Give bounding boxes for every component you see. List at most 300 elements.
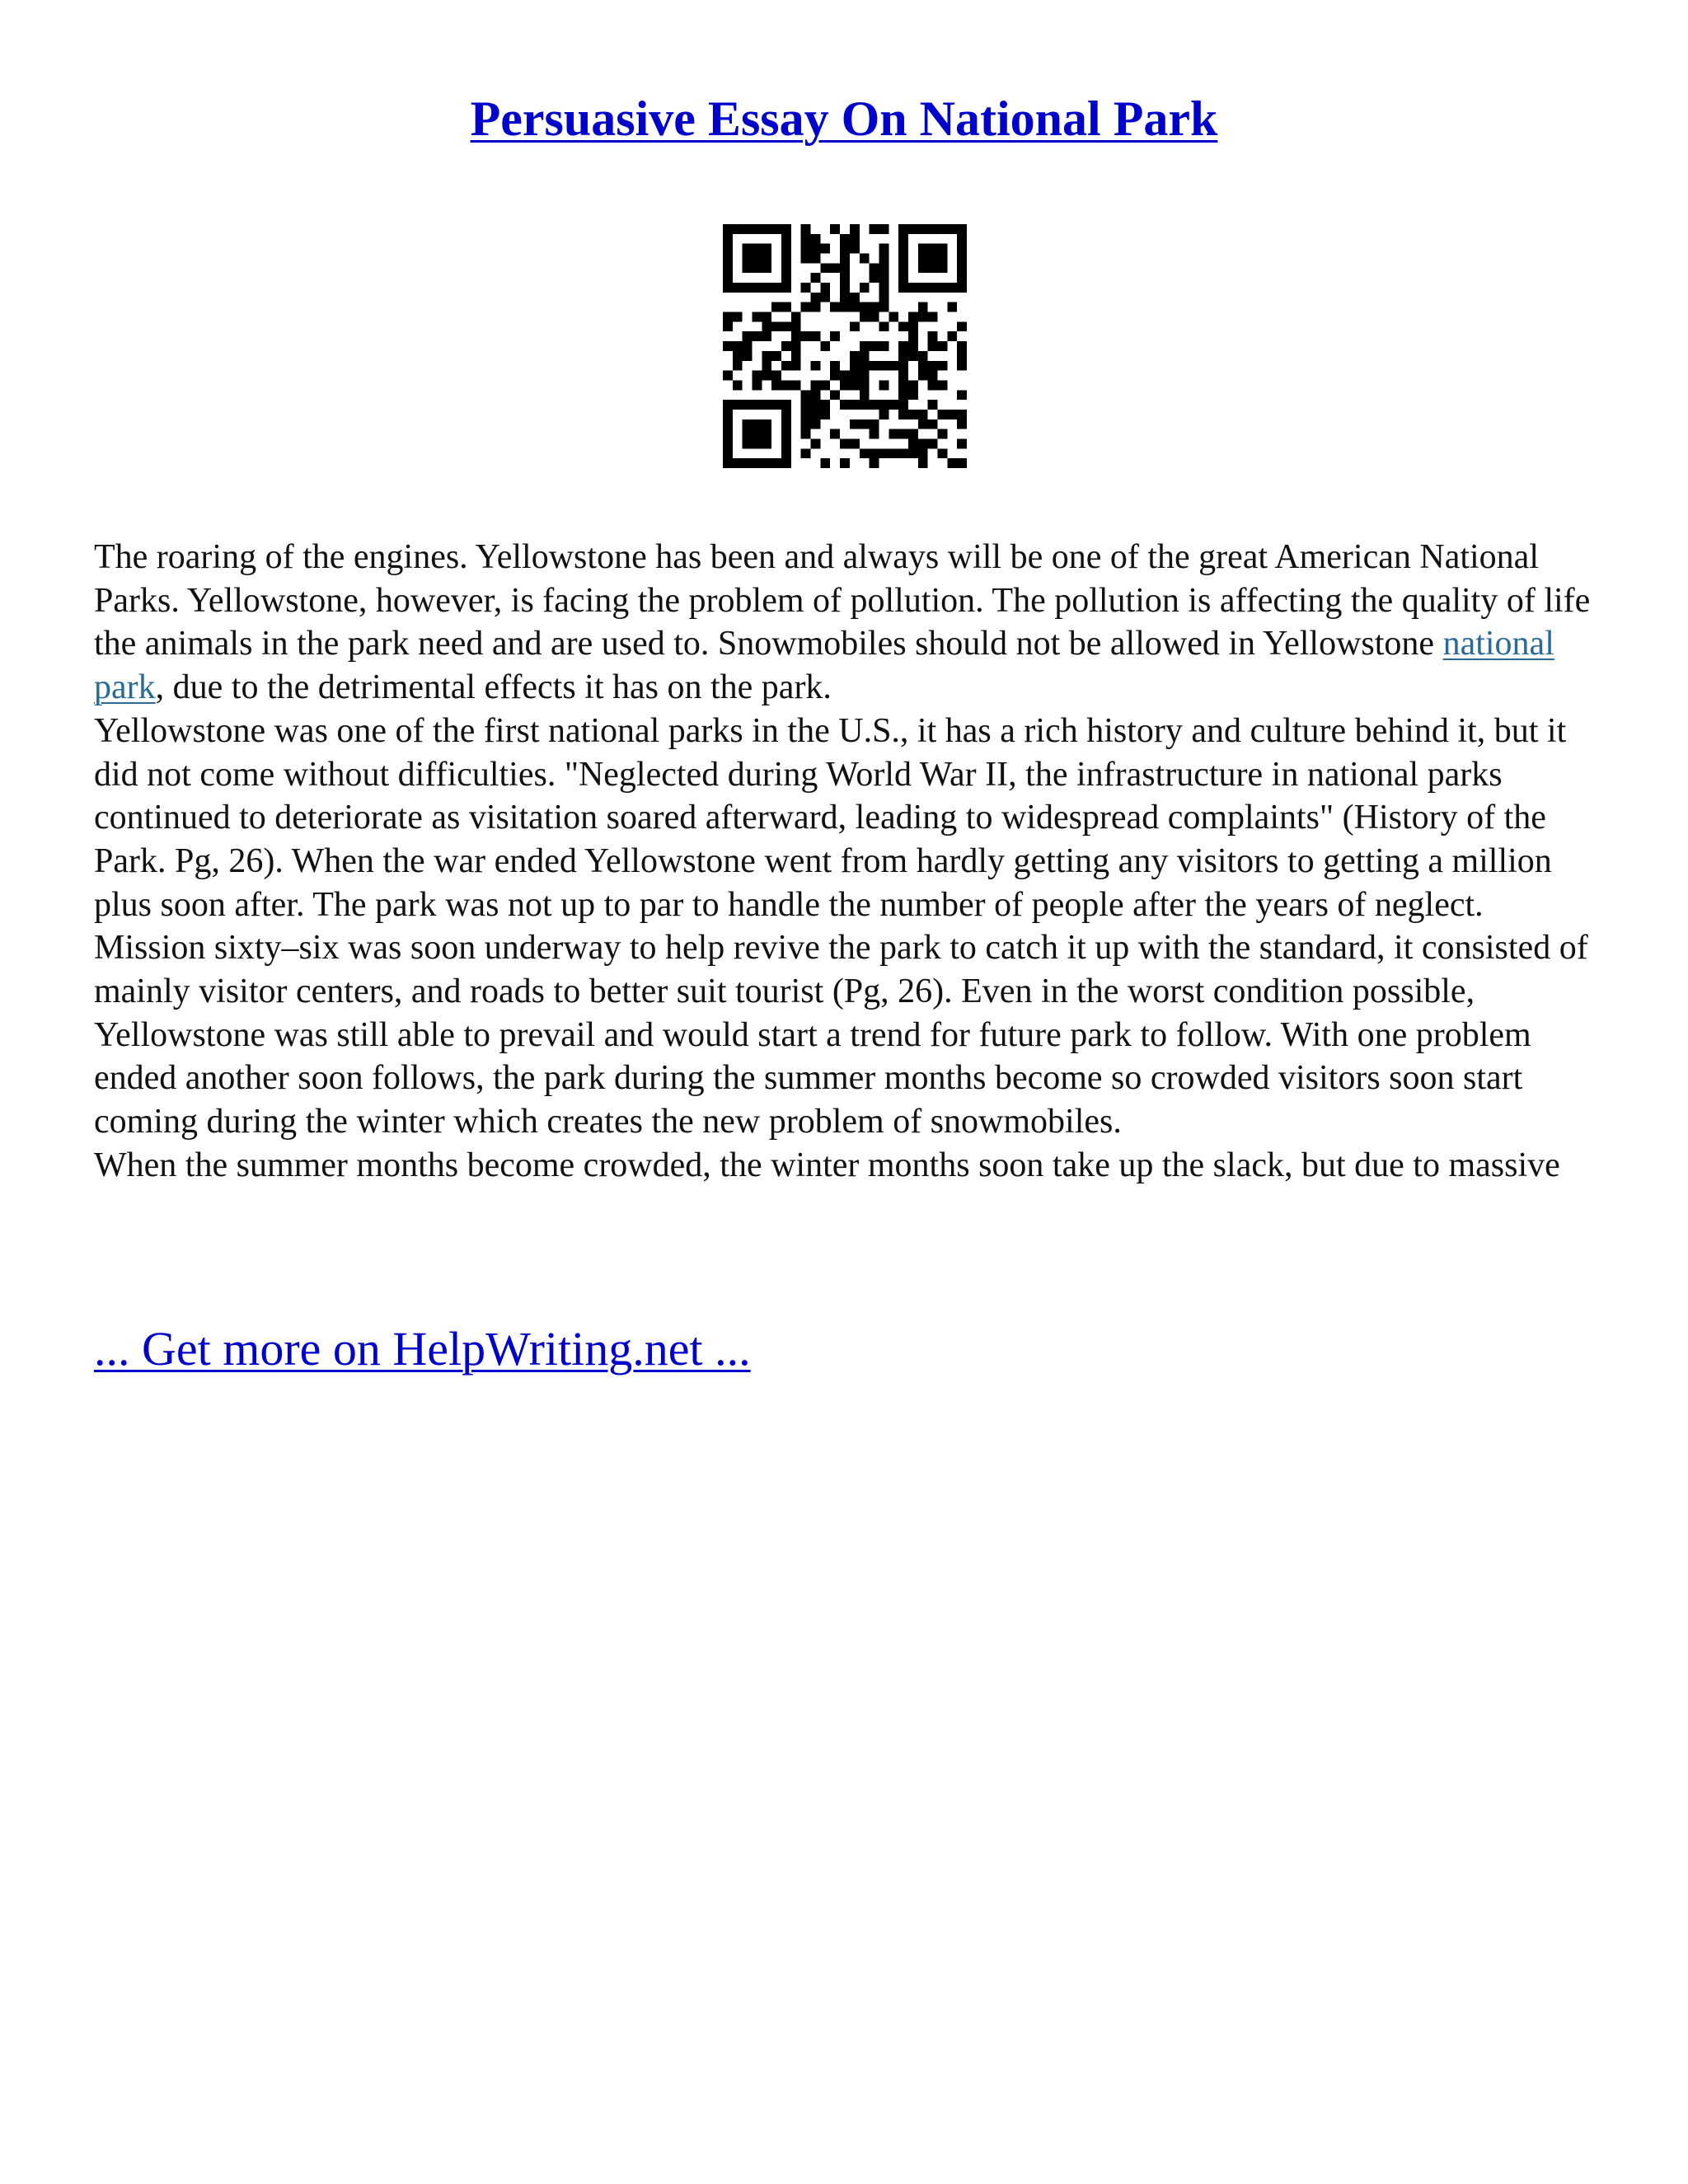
- qr-module: [898, 254, 908, 264]
- qr-module: [801, 448, 811, 458]
- qr-module: [811, 244, 821, 254]
- qr-module: [811, 419, 821, 429]
- qr-module: [723, 419, 733, 429]
- qr-module: [889, 361, 898, 371]
- qr-module: [840, 438, 850, 448]
- qr-module: [781, 410, 791, 419]
- qr-module: [762, 254, 771, 264]
- qr-module: [908, 390, 918, 400]
- qr-module: [898, 341, 908, 351]
- qr-module: [801, 331, 811, 341]
- qr-module: [830, 302, 840, 312]
- qr-module: [908, 341, 918, 351]
- qr-module: [870, 448, 879, 458]
- qr-module: [928, 331, 938, 341]
- qr-module: [723, 410, 733, 419]
- qr-module: [918, 371, 928, 381]
- qr-module: [801, 254, 811, 264]
- qr-module: [937, 448, 947, 458]
- qr-module: [753, 244, 762, 254]
- national-park-link[interactable]: national park: [94, 625, 1554, 707]
- qr-module: [947, 410, 957, 419]
- qr-module: [743, 254, 753, 264]
- qr-module: [811, 390, 821, 400]
- qr-module: [762, 283, 771, 293]
- qr-module: [781, 254, 791, 264]
- qr-module: [771, 224, 781, 234]
- qr-module: [743, 419, 753, 429]
- qr-module: [928, 380, 938, 390]
- qr-module: [762, 224, 771, 234]
- qr-module: [937, 380, 947, 390]
- qr-code-icon[interactable]: [723, 224, 967, 468]
- paragraph: When the summer months become crowded, the winter months soon take up the slack, but due to massive: [94, 1146, 1560, 1184]
- qr-module: [753, 254, 762, 264]
- qr-module: [908, 224, 918, 234]
- qr-module: [879, 302, 889, 312]
- qr-module: [918, 448, 928, 458]
- qr-module: [771, 458, 781, 468]
- qr-module: [908, 331, 918, 341]
- qr-module: [879, 254, 889, 264]
- get-more-link[interactable]: ... Get more on HelpWriting.net ...: [94, 1322, 751, 1376]
- qr-module: [898, 448, 908, 458]
- qr-module: [879, 244, 889, 254]
- qr-module: [762, 263, 771, 273]
- qr-module: [898, 273, 908, 283]
- qr-module: [762, 371, 771, 381]
- qr-module: [879, 263, 889, 273]
- qr-module: [743, 224, 753, 234]
- qr-module: [957, 224, 967, 234]
- qr-module: [791, 361, 801, 371]
- qr-module: [918, 419, 928, 429]
- qr-module: [781, 244, 791, 254]
- qr-module: [908, 283, 918, 293]
- qr-module: [753, 438, 762, 448]
- qr-module: [762, 458, 771, 468]
- qr-module: [840, 283, 850, 293]
- qr-module: [781, 283, 791, 293]
- qr-module: [860, 361, 870, 371]
- qr-module: [771, 380, 781, 390]
- qr-module: [781, 341, 791, 351]
- qr-module: [928, 341, 938, 351]
- qr-code-graphic: [723, 224, 967, 468]
- qr-module: [957, 361, 967, 371]
- qr-module: [928, 263, 938, 273]
- qr-module: [781, 263, 791, 273]
- qr-module: [811, 293, 821, 302]
- qr-module: [771, 400, 781, 410]
- qr-module: [753, 458, 762, 468]
- qr-module: [811, 234, 821, 244]
- qr-module: [723, 429, 733, 439]
- qr-module: [937, 410, 947, 419]
- qr-module: [850, 244, 860, 254]
- qr-module: [898, 263, 908, 273]
- qr-module: [753, 400, 762, 410]
- qr-module: [762, 438, 771, 448]
- qr-module: [820, 283, 830, 293]
- qr-module: [820, 263, 830, 273]
- qr-module: [781, 380, 791, 390]
- paragraph: Yellowstone was one of the first national parks in the U.S., it has a rich history and culture behind it, but it did not come without difficulties. "Neglected during World War II, the infrastructure in national parks continued to deteriorate as visitation soared afterward, leading to widespread complaints" (History of the Park. Pg, 26). When the war ended Yellowstone went from hardly getting any visitors to getting a million plus soon after. The park was not up to par to handle the number of people after the years of neglect. Mission sixty–six was soon underway to help revive the park to catch it up with the standard, it consisted of mainly visitor centers, and roads to better suit tourist (Pg, 26). Even in the worst condition possible, Yellowstone was still able to prevail and would start a trend for future park to follow. With one problem ended another soon follows, the park during the summer months become so crowded visitors soon start coming during the winter which creates the new problem of snowmobiles.: [94, 711, 1588, 1141]
- get-more-section: [94, 1320, 751, 1378]
- qr-module: [830, 390, 840, 400]
- qr-module: [860, 400, 870, 410]
- qr-module: [918, 351, 928, 361]
- qr-module: [840, 293, 850, 302]
- qr-module: [957, 234, 967, 244]
- qr-module: [879, 448, 889, 458]
- qr-module: [908, 448, 918, 458]
- qr-module: [781, 429, 791, 439]
- qr-module: [781, 321, 791, 331]
- qr-module: [870, 312, 879, 322]
- qr-module: [791, 331, 801, 341]
- qr-module: [898, 224, 908, 234]
- qr-module: [879, 273, 889, 283]
- qr-module: [762, 351, 771, 361]
- qr-module: [850, 224, 860, 234]
- qr-module: [811, 273, 821, 283]
- qr-module: [801, 390, 811, 400]
- qr-module: [870, 224, 879, 234]
- qr-module: [762, 361, 771, 371]
- qr-module: [850, 419, 860, 429]
- qr-module: [781, 438, 791, 448]
- qr-module: [879, 321, 889, 331]
- qr-module: [840, 273, 850, 283]
- qr-module: [771, 302, 781, 312]
- qr-module: [908, 321, 918, 331]
- qr-module: [957, 410, 967, 419]
- qr-module: [791, 380, 801, 390]
- qr-module: [898, 283, 908, 293]
- qr-module: [850, 234, 860, 244]
- qr-module: [879, 293, 889, 302]
- qr-module: [840, 254, 850, 264]
- qr-module: [743, 331, 753, 341]
- qr-module: [879, 380, 889, 390]
- qr-module: [840, 380, 850, 390]
- qr-module: [937, 263, 947, 273]
- qr-module: [762, 400, 771, 410]
- qr-module: [723, 400, 733, 410]
- qr-module: [870, 273, 879, 283]
- qr-module: [879, 341, 889, 351]
- qr-module: [870, 429, 879, 439]
- qr-module: [908, 312, 918, 322]
- qr-module: [820, 458, 830, 468]
- qr-module: [781, 400, 791, 410]
- qr-module: [957, 244, 967, 254]
- qr-module: [879, 410, 889, 419]
- qr-module: [811, 380, 821, 390]
- qr-module: [840, 302, 850, 312]
- qr-module: [957, 321, 967, 331]
- qr-module: [879, 361, 889, 371]
- qr-module: [811, 438, 821, 448]
- qr-module: [908, 380, 918, 390]
- qr-module: [898, 380, 908, 390]
- qr-module: [898, 234, 908, 244]
- qr-module: [879, 224, 889, 234]
- qr-module: [723, 273, 733, 283]
- qr-module: [820, 410, 830, 419]
- qr-module: [937, 254, 947, 264]
- qr-module: [870, 341, 879, 351]
- qr-module: [918, 458, 928, 468]
- qr-module: [781, 234, 791, 244]
- qr-module: [733, 312, 743, 322]
- qr-module: [947, 283, 957, 293]
- qr-module: [771, 351, 781, 361]
- qr-module: [723, 438, 733, 448]
- qr-module: [830, 429, 840, 439]
- qr-module: [918, 312, 928, 322]
- qr-module: [762, 312, 771, 322]
- qr-module: [723, 312, 733, 322]
- qr-module: [723, 458, 733, 468]
- qr-module: [860, 371, 870, 381]
- qr-module: [898, 400, 908, 410]
- page-title: [0, 89, 1688, 148]
- qr-module: [850, 380, 860, 390]
- qr-module: [762, 331, 771, 341]
- qr-module: [908, 438, 918, 448]
- qr-module: [928, 438, 938, 448]
- qr-module: [918, 224, 928, 234]
- qr-module: [723, 263, 733, 273]
- qr-module: [781, 302, 791, 312]
- qr-module: [801, 400, 811, 410]
- qr-module: [753, 331, 762, 341]
- qr-module: [957, 351, 967, 361]
- qr-module: [870, 302, 879, 312]
- qr-module: [801, 283, 811, 293]
- qr-module: [860, 283, 870, 293]
- qr-module: [918, 283, 928, 293]
- qr-module: [850, 351, 860, 361]
- qr-module: [918, 244, 928, 254]
- qr-module: [889, 312, 898, 322]
- qr-module: [762, 429, 771, 439]
- paragraph-text: The roaring of the engines. Yellowstone has been and always will be one of the great American National Parks. Yellowstone, however, is facing the problem of pollution. The pollution is affecting the quality of life the animals in the park need and are used to. Snowmobiles should not be allowed in Yellowstone: [94, 538, 1591, 663]
- qr-module: [957, 341, 967, 351]
- qr-module: [928, 244, 938, 254]
- qr-module: [957, 390, 967, 400]
- qr-module: [898, 244, 908, 254]
- qr-module: [781, 361, 791, 371]
- qr-module: [957, 458, 967, 468]
- qr-module: [870, 361, 879, 371]
- qr-module: [850, 293, 860, 302]
- qr-module: [753, 371, 762, 381]
- qr-module: [898, 429, 908, 439]
- qr-module: [743, 400, 753, 410]
- qr-module: [781, 419, 791, 429]
- qr-module: [889, 448, 898, 458]
- qr-module: [860, 380, 870, 390]
- qr-module: [791, 351, 801, 361]
- qr-module: [801, 410, 811, 419]
- qr-module: [811, 400, 821, 410]
- qr-module: [791, 321, 801, 331]
- qr-module: [733, 380, 743, 390]
- qr-module: [801, 302, 811, 312]
- qr-module: [723, 371, 733, 381]
- qr-module: [928, 371, 938, 381]
- essay-body: [94, 536, 1602, 1188]
- qr-module: [947, 302, 957, 312]
- paragraph-text: , due to the detrimental effects it has on the park.: [155, 668, 832, 707]
- qr-module: [811, 361, 821, 371]
- qr-module: [937, 429, 947, 439]
- qr-module: [791, 312, 801, 322]
- qr-module: [840, 263, 850, 273]
- qr-module: [937, 244, 947, 254]
- qr-module: [830, 263, 840, 273]
- qr-module: [850, 371, 860, 381]
- qr-module: [733, 351, 743, 361]
- qr-module: [753, 283, 762, 293]
- qr-module: [957, 283, 967, 293]
- qr-module: [743, 263, 753, 273]
- qr-module: [820, 380, 830, 390]
- qr-module: [947, 331, 957, 341]
- qr-module: [918, 302, 928, 312]
- qr-module: [889, 400, 898, 410]
- qr-module: [762, 244, 771, 254]
- qr-module: [937, 361, 947, 371]
- qr-module: [723, 244, 733, 254]
- qr-module: [781, 224, 791, 234]
- qr-module: [898, 351, 908, 361]
- qr-module: [801, 224, 811, 234]
- qr-module: [771, 371, 781, 381]
- qr-module: [753, 419, 762, 429]
- qr-module: [771, 321, 781, 331]
- qr-module: [928, 283, 938, 293]
- qr-module: [753, 263, 762, 273]
- qr-module: [957, 273, 967, 283]
- title-link[interactable]: Persuasive Essay On National Park: [470, 91, 1218, 146]
- qr-module: [918, 438, 928, 448]
- qr-module: [879, 283, 889, 293]
- qr-module: [918, 361, 928, 371]
- qr-module: [733, 283, 743, 293]
- qr-module: [723, 224, 733, 234]
- qr-module: [830, 331, 840, 341]
- qr-module: [860, 254, 870, 264]
- qr-module: [860, 351, 870, 361]
- qr-module: [743, 458, 753, 468]
- qr-module: [918, 263, 928, 273]
- qr-module: [879, 400, 889, 410]
- qr-module: [860, 390, 870, 400]
- qr-module: [723, 283, 733, 293]
- qr-module: [870, 419, 879, 429]
- qr-module: [860, 448, 870, 458]
- qr-module: [820, 244, 830, 254]
- qr-module: [898, 361, 908, 371]
- qr-module: [850, 361, 860, 371]
- qr-module: [801, 419, 811, 429]
- qr-module: [801, 244, 811, 254]
- qr-module: [840, 458, 850, 468]
- qr-module: [957, 438, 967, 448]
- qr-module: [820, 341, 830, 351]
- qr-module: [928, 361, 938, 371]
- qr-module: [908, 410, 918, 419]
- qr-module: [918, 410, 928, 419]
- qr-module: [820, 400, 830, 410]
- qr-module: [723, 341, 733, 351]
- qr-module: [928, 254, 938, 264]
- qr-module: [743, 341, 753, 351]
- qr-module: [830, 361, 840, 371]
- qr-module: [937, 224, 947, 234]
- qr-module: [898, 321, 908, 331]
- qr-module: [771, 283, 781, 293]
- qr-module: [733, 400, 743, 410]
- qr-module: [850, 321, 860, 331]
- qr-module: [870, 263, 879, 273]
- qr-module: [830, 371, 840, 381]
- qr-module: [791, 341, 801, 351]
- qr-module: [860, 312, 870, 322]
- qr-module: [908, 429, 918, 439]
- qr-module: [957, 263, 967, 273]
- qr-module: [753, 380, 762, 390]
- qr-module: [860, 341, 870, 351]
- qr-module: [781, 448, 791, 458]
- qr-module: [743, 244, 753, 254]
- qr-module: [801, 234, 811, 244]
- qr-module: [840, 400, 850, 410]
- qr-module: [898, 390, 908, 400]
- qr-module: [928, 224, 938, 234]
- qr-module: [762, 419, 771, 429]
- paragraph: [94, 536, 1602, 710]
- qr-module: [781, 458, 791, 468]
- qr-module: [928, 419, 938, 429]
- qr-module: [753, 312, 762, 322]
- qr-module: [850, 400, 860, 410]
- qr-module: [850, 438, 860, 448]
- qr-module: [723, 448, 733, 458]
- qr-module: [957, 419, 967, 429]
- qr-module: [947, 224, 957, 234]
- qr-module: [743, 438, 753, 448]
- qr-module: [743, 351, 753, 361]
- qr-module: [733, 341, 743, 351]
- qr-module: [811, 254, 821, 264]
- qr-module: [723, 234, 733, 244]
- qr-module: [840, 244, 850, 254]
- qr-module: [820, 293, 830, 302]
- qr-module: [898, 410, 908, 419]
- qr-module: [918, 254, 928, 264]
- qr-module: [937, 341, 947, 351]
- qr-module: [947, 458, 957, 468]
- qr-module: [743, 283, 753, 293]
- qr-module: [928, 400, 938, 410]
- qr-module: [753, 429, 762, 439]
- qr-module: [908, 351, 918, 361]
